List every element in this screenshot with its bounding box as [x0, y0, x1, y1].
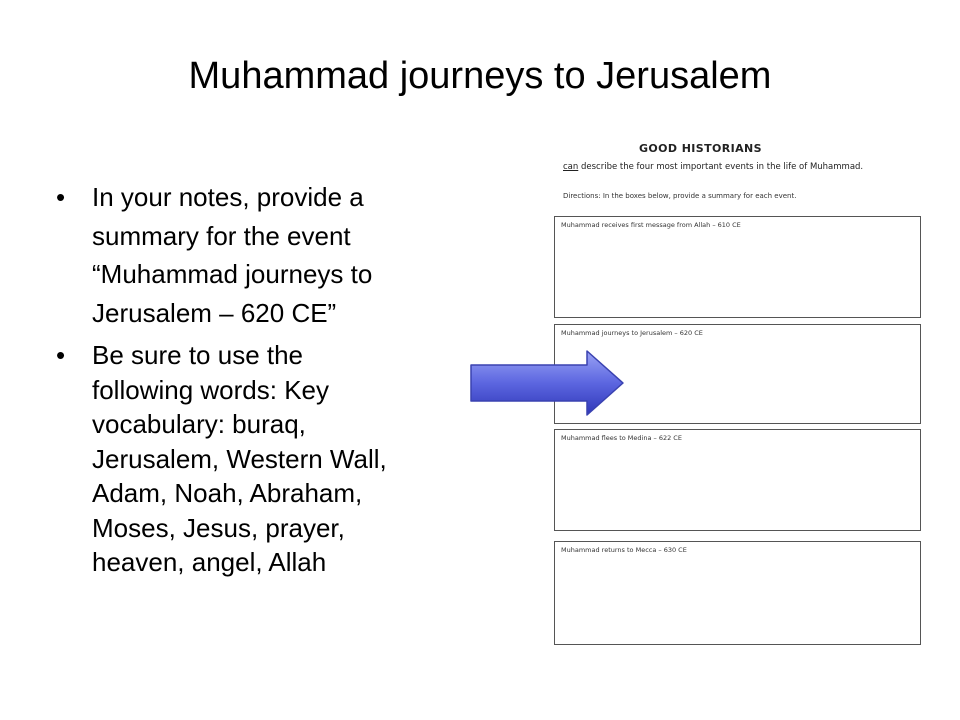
bullet-marker: •	[56, 340, 66, 370]
worksheet-directions: Directions: In the boxes below, provide a summary for each event.	[563, 192, 797, 200]
worksheet-box-mecca	[554, 541, 921, 645]
bullet-line: following words: Key	[92, 374, 329, 405]
bullet-line: summary for the event	[92, 220, 351, 251]
bullet-line: heaven, angel, Allah	[92, 547, 327, 577]
worksheet-box-medina	[554, 429, 921, 531]
bullet-line: Jerusalem, Western Wall,	[92, 443, 387, 474]
bullet-item-vocabulary	[56, 338, 526, 580]
bullet-item-notes	[56, 178, 526, 332]
worksheet-box-first-message	[554, 216, 921, 318]
bullet-line: Adam, Noah, Abraham,	[92, 478, 363, 508]
bullet-line: “Muhammad journeys to	[92, 259, 373, 289]
worksheet-box-label: Muhammad returns to Mecca – 630 CE	[561, 546, 687, 554]
bullet-line: vocabulary: buraq,	[92, 409, 306, 439]
worksheet-box-label: Muhammad journeys to Jerusalem – 620 CE	[561, 329, 703, 337]
worksheet-subtitle-can: can	[563, 162, 579, 172]
worksheet-heading: GOOD HISTORIANS	[639, 142, 762, 155]
bullet-line: Be sure to use the	[92, 340, 304, 370]
bullet-line: In your notes, provide a	[92, 182, 364, 212]
worksheet-subtitle	[563, 162, 863, 172]
slide-title: Muhammad journeys to Jerusalem	[188, 55, 772, 97]
worksheet-box-label: Muhammad flees to Medina – 622 CE	[561, 434, 682, 442]
bullet-line: Moses, Jesus, prayer,	[92, 512, 345, 543]
bullet-line: Jerusalem – 620 CE”	[92, 297, 337, 328]
worksheet-box-label: Muhammad receives first message from Allah – 610 CE	[561, 221, 741, 229]
bullet-marker: •	[56, 182, 66, 212]
bullet-list	[56, 178, 526, 580]
worksheet-subtitle-text: describe the four most important events in the life of Muhammad.	[578, 162, 864, 172]
right-arrow-icon	[467, 348, 627, 418]
